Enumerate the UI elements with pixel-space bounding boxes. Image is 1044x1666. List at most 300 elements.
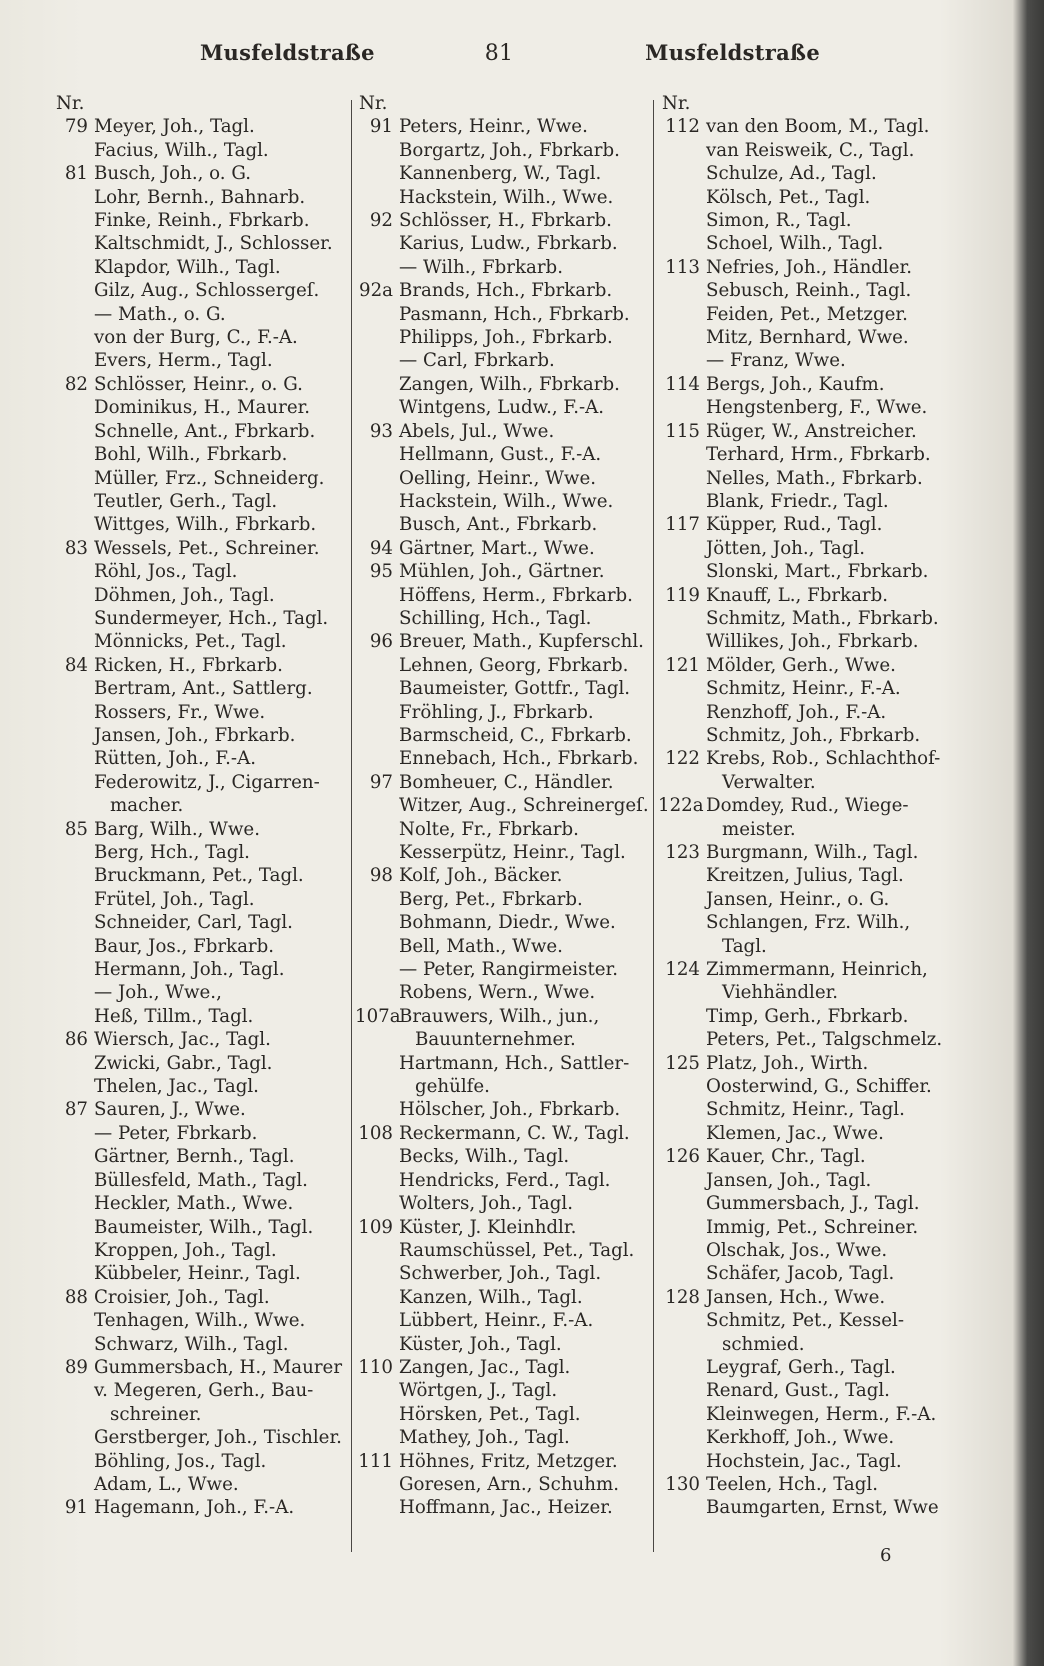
house-number: 94: [369, 537, 393, 559]
directory-entry: [52, 911, 342, 934]
directory-entry: [355, 162, 655, 185]
resident-entry: Teelen, Hch., Tagl.: [706, 1473, 879, 1495]
directory-entry: [658, 1098, 958, 1121]
directory-entry: [52, 630, 342, 653]
resident-entry: Schneider, Carl, Tagl.: [94, 912, 293, 934]
resident-entry: Kübbeler, Heinr., Tagl.: [94, 1263, 301, 1285]
directory-entry: [658, 467, 958, 490]
resident-entry: Borgartz, Joh., Fbrkarb.: [399, 139, 620, 161]
resident-entry: Zimmermann, Heinrich,: [706, 959, 928, 981]
directory-entry: [355, 303, 655, 326]
house-number: 111: [358, 1450, 393, 1472]
resident-entry: Verwalter.: [722, 771, 816, 793]
house-number: [658, 443, 706, 466]
directory-entry: [355, 139, 655, 162]
house-number: [52, 841, 94, 864]
house-number: [355, 747, 399, 770]
directory-entry: [658, 256, 958, 279]
resident-entry: — Wilh., Fbrkarb.: [399, 256, 563, 278]
house-number: [658, 1309, 706, 1332]
house-number: [52, 1075, 94, 1098]
house-number: 113: [665, 256, 700, 278]
house-number: [52, 584, 94, 607]
house-number: [658, 1192, 706, 1215]
resident-entry: Döhmen, Joh., Tagl.: [94, 584, 275, 606]
house-number: [52, 513, 94, 536]
resident-entry: Schlangen, Frz. Wilh.,: [706, 912, 911, 934]
house-number: [355, 1239, 399, 1262]
house-number: [658, 1403, 706, 1426]
house-number: [52, 607, 94, 630]
directory-entry: [52, 279, 342, 302]
directory-entry: [658, 1309, 958, 1332]
resident-entry: Kerkhoff, Joh., Wwe.: [706, 1427, 895, 1449]
house-number: [52, 256, 94, 279]
page-number: 81: [484, 41, 514, 66]
resident-entry: Peters, Pet., Talgschmelz.: [706, 1029, 943, 1051]
resident-entry: Brauwers, Wilh., jun.,: [399, 1005, 600, 1027]
resident-entry: Gummersbach, H., Maurer: [94, 1356, 343, 1378]
directory-entry: [658, 911, 958, 934]
house-number: 117: [665, 514, 700, 536]
resident-entry: Platz, Joh., Wirth.: [706, 1052, 869, 1074]
resident-entry: Schoel, Wilh., Tagl.: [706, 233, 884, 255]
house-number: [52, 1309, 94, 1332]
house-number: [355, 186, 399, 209]
resident-entry: Rüger, W., Anstreicher.: [706, 420, 917, 442]
directory-entry: [355, 1403, 655, 1426]
house-number: 110: [358, 1356, 393, 1378]
resident-entry: Leygraf, Gerh., Tagl.: [706, 1356, 896, 1378]
directory-entry: [52, 677, 342, 700]
directory-entry: [355, 1309, 655, 1332]
directory-entry: [355, 467, 655, 490]
house-number: 124: [665, 959, 700, 981]
resident-entry: Immig, Pet., Schreiner.: [706, 1216, 919, 1238]
house-number: [658, 326, 706, 349]
directory-entry: [355, 560, 655, 583]
directory-entry: [658, 1169, 958, 1192]
column-2: [355, 92, 655, 1520]
resident-entry: Brands, Hch., Fbrkarb.: [399, 280, 613, 302]
resident-entry: Hagemann, Joh., F.-A.: [94, 1497, 295, 1519]
directory-entry: [52, 303, 342, 326]
resident-entry: Berg, Pet., Fbrkarb.: [399, 888, 583, 910]
directory-entry: [355, 1426, 655, 1449]
resident-entry: Blank, Friedr., Tagl.: [706, 490, 889, 512]
left-running-title: Musfeldstraße: [200, 40, 375, 65]
resident-entry: Kreitzen, Julius, Tagl.: [706, 865, 904, 887]
resident-entry: Nefries, Joh., Händler.: [706, 256, 912, 278]
resident-entry: Hölscher, Joh., Fbrkarb.: [399, 1099, 621, 1121]
directory-entry: [52, 818, 342, 841]
directory-entry: [52, 654, 342, 677]
resident-entry: Klemen, Jac., Wwe.: [706, 1122, 884, 1144]
house-number: [355, 724, 399, 747]
resident-entry: — Joh., Wwe.,: [94, 982, 222, 1004]
house-number: [658, 490, 706, 513]
house-number: 108: [358, 1122, 393, 1144]
directory-entry: [658, 958, 958, 981]
house-number: [52, 1403, 94, 1426]
house-number: [52, 490, 94, 513]
directory-entry: [52, 607, 342, 630]
directory-entry: [355, 1052, 655, 1075]
house-number: [52, 1239, 94, 1262]
house-number: [355, 1169, 399, 1192]
directory-entry: [355, 981, 655, 1004]
resident-entry: Wörtgen, J., Tagl.: [399, 1380, 558, 1402]
directory-entry: [52, 1309, 342, 1332]
resident-entry: Gilz, Aug., Schlossergeſ.: [94, 280, 320, 302]
directory-entry: [658, 677, 958, 700]
house-number: 109: [358, 1216, 393, 1238]
resident-entry: Evers, Herm., Tagl.: [94, 350, 273, 372]
directory-entry: [355, 1333, 655, 1356]
resident-entry: Schlösser, H., Fbrkarb.: [399, 210, 612, 232]
house-number: [52, 443, 94, 466]
house-number: [52, 1169, 94, 1192]
resident-entry: Hartmann, Hch., Sattler-: [399, 1052, 630, 1074]
directory-entry: [658, 841, 958, 864]
house-number: [52, 1379, 94, 1402]
directory-entry: [52, 701, 342, 724]
house-number: [52, 1262, 94, 1285]
resident-entry: Zangen, Wilh., Fbrkarb.: [399, 373, 620, 395]
resident-entry: Hörsken, Pet., Tagl.: [399, 1403, 581, 1425]
printer-signature: 6: [880, 1545, 892, 1566]
directory-entry: [355, 1356, 655, 1379]
directory-entry: [52, 537, 342, 560]
house-number: 92: [369, 210, 393, 232]
house-number: [355, 701, 399, 724]
directory-entry: [52, 1239, 342, 1262]
directory-entry: [52, 1098, 342, 1121]
directory-entry: [52, 1450, 342, 1473]
directory-entry: [52, 888, 342, 911]
resident-entry: Timp, Gerh., Fbrkarb.: [706, 1005, 909, 1027]
house-number: [658, 162, 706, 185]
entry-continuation: [658, 935, 958, 958]
directory-entry: [658, 701, 958, 724]
directory-entry: [355, 1239, 655, 1262]
directory-entry: [658, 724, 958, 747]
directory-entry: [355, 232, 655, 255]
house-number: 86: [64, 1029, 88, 1051]
entry-continuation: [658, 981, 958, 1004]
resident-entry: Bohl, Wilh., Fbrkarb.: [94, 444, 288, 466]
house-number: [658, 1426, 706, 1449]
resident-entry: Hoffmann, Jac., Heizer.: [399, 1497, 613, 1519]
directory-entry: [658, 490, 958, 513]
house-number: 83: [64, 537, 88, 559]
resident-entry: Ricken, H., Fbrkarb.: [94, 654, 283, 676]
directory-entry: [658, 1262, 958, 1285]
resident-entry: Heckler, Math., Wwe.: [94, 1193, 294, 1215]
directory-entry: [52, 1005, 342, 1028]
house-number: [355, 958, 399, 981]
directory-entry: [658, 630, 958, 653]
resident-entry: Busch, Joh., o. G.: [94, 163, 252, 185]
directory-entry: [355, 1286, 655, 1309]
house-number: 87: [64, 1099, 88, 1121]
resident-entry: Jansen, Heinr., o. G.: [706, 888, 890, 910]
directory-entry: [658, 349, 958, 372]
resident-entry: Küster, J. Kleinhdlr.: [399, 1216, 577, 1238]
house-number: [658, 232, 706, 255]
directory-entry: [52, 560, 342, 583]
resident-entry: Sundermeyer, Hch., Tagl.: [94, 607, 329, 629]
house-number: [658, 911, 706, 934]
resident-entry: Kleinwegen, Herm., F.-A.: [706, 1403, 937, 1425]
house-number: [52, 1192, 94, 1215]
resident-entry: Berg, Hch., Tagl.: [94, 842, 250, 863]
resident-entry: Tenhagen, Wilh., Wwe.: [94, 1310, 306, 1332]
resident-entry: Bauunternehmer.: [415, 1029, 576, 1051]
directory-entry: [658, 584, 958, 607]
column-heading: Nr.: [662, 93, 691, 114]
house-number: [52, 279, 94, 302]
house-number: [52, 794, 94, 817]
resident-entry: Viehhändler.: [722, 982, 839, 1004]
directory-entry: [52, 490, 342, 513]
resident-entry: Feiden, Pet., Metzger.: [706, 303, 908, 325]
directory-entry: [658, 1239, 958, 1262]
house-number: [658, 1333, 706, 1356]
house-number: [52, 1052, 94, 1075]
resident-entry: Küpper, Rud., Tagl.: [706, 514, 883, 536]
directory-entry: [658, 1496, 958, 1519]
house-number: 84: [64, 654, 88, 676]
house-number: 130: [665, 1473, 700, 1495]
directory-entry: [658, 1052, 958, 1075]
resident-entry: Kesserpütz, Heinr., Tagl.: [399, 842, 626, 863]
resident-entry: Teutler, Gerh., Tagl.: [94, 490, 278, 512]
directory-entry: [658, 654, 958, 677]
resident-entry: Gummersbach, J., Tagl.: [706, 1193, 920, 1215]
resident-entry: Goresen, Arn., Schuhm.: [399, 1473, 620, 1495]
house-number: 125: [665, 1052, 700, 1074]
resident-entry: schreiner.: [110, 1403, 202, 1425]
directory-entry: [355, 888, 655, 911]
resident-entry: Schwarz, Wilh., Tagl.: [94, 1333, 289, 1355]
resident-entry: Klapdor, Wilh., Tagl.: [94, 256, 281, 278]
resident-entry: Becks, Wilh., Tagl.: [399, 1146, 570, 1168]
resident-entry: Hackstein, Wilh., Wwe.: [399, 490, 614, 512]
directory-entry: [355, 607, 655, 630]
directory-entry: [52, 1075, 342, 1098]
house-number: [52, 677, 94, 700]
resident-entry: Facius, Wilh., Tagl.: [94, 139, 269, 161]
resident-entry: Kannenberg, W., Tagl.: [399, 163, 602, 185]
house-number: [658, 607, 706, 630]
house-number: [52, 864, 94, 887]
resident-entry: Schäfer, Jacob, Tagl.: [706, 1263, 895, 1285]
house-number: 115: [665, 420, 700, 442]
house-number: [658, 1239, 706, 1262]
directory-entry: [52, 1169, 342, 1192]
resident-entry: Mathey, Joh., Tagl.: [399, 1427, 570, 1449]
entry-continuation: [658, 771, 958, 794]
resident-entry: Jötten, Joh., Tagl.: [706, 537, 865, 559]
resident-entry: Renzhoff, Joh., F.-A.: [706, 701, 887, 723]
directory-entry: [52, 396, 342, 419]
directory-entry: [52, 1028, 342, 1051]
resident-entry: Croisier, Joh., Tagl.: [94, 1286, 270, 1308]
resident-entry: Mölder, Gerh., Wwe.: [706, 654, 896, 676]
directory-entry: [355, 396, 655, 419]
directory-entry: [658, 186, 958, 209]
house-number: [355, 303, 399, 326]
resident-entry: Burgmann, Wilh., Tagl.: [706, 842, 919, 863]
resident-entry: Sebusch, Reinh., Tagl.: [706, 280, 912, 302]
resident-entry: Renard, Gust., Tagl.: [706, 1380, 890, 1402]
house-number: [658, 1356, 706, 1379]
directory-entry: [52, 935, 342, 958]
house-number: [355, 396, 399, 419]
house-number: [658, 1450, 706, 1473]
directory-entry: [355, 794, 655, 817]
directory-entry: [355, 1122, 655, 1145]
column-divider-1: [351, 100, 352, 1552]
house-number: [658, 818, 706, 841]
directory-entry: [658, 1216, 958, 1239]
resident-entry: Mönnicks, Pet., Tagl.: [94, 631, 287, 653]
directory-entry: [52, 162, 342, 185]
house-number: [355, 1075, 399, 1098]
directory-entry: [355, 1379, 655, 1402]
directory-entry: [355, 1145, 655, 1168]
column-1: [52, 92, 342, 1520]
house-number: [355, 818, 399, 841]
house-number: [355, 654, 399, 677]
right-running-title: Musfeldstraße: [645, 40, 820, 65]
house-number: [355, 1333, 399, 1356]
resident-entry: Schmitz, Joh., Fbrkarb.: [706, 724, 921, 746]
house-number: [658, 537, 706, 560]
house-number: [52, 232, 94, 255]
resident-entry: Schwerber, Joh., Tagl.: [399, 1263, 602, 1285]
resident-entry: Zangen, Jac., Tagl.: [399, 1356, 571, 1378]
directory-entry: [355, 677, 655, 700]
house-number: [52, 326, 94, 349]
directory-entry: [52, 747, 342, 770]
house-number: [355, 373, 399, 396]
directory-entry: [355, 115, 655, 138]
directory-entry: [355, 513, 655, 536]
resident-entry: von der Burg, C., F.-A.: [94, 327, 298, 349]
house-number: [658, 1379, 706, 1402]
resident-entry: Lehnen, Georg, Fbrkarb.: [399, 654, 629, 676]
resident-entry: Nelles, Math., Fbrkarb.: [706, 467, 923, 489]
resident-entry: Kolf, Joh., Bäcker.: [399, 865, 563, 887]
house-number: 93: [369, 420, 393, 442]
directory-entry: [52, 981, 342, 1004]
directory-entry: [52, 864, 342, 887]
house-number: [658, 981, 706, 1004]
directory-entry: [658, 1403, 958, 1426]
directory-entry: [52, 326, 342, 349]
directory-entry: [658, 326, 958, 349]
directory-entry: [52, 1473, 342, 1496]
house-number: [658, 677, 706, 700]
resident-entry: Witzer, Aug., Schreinergeſ.: [399, 795, 649, 817]
directory-entry: [658, 747, 958, 770]
resident-entry: Höhnes, Fritz, Metzger.: [399, 1450, 618, 1472]
house-number: 96: [369, 631, 393, 653]
resident-entry: Bergs, Joh., Kaufm.: [706, 373, 885, 395]
resident-entry: Rütten, Joh., F.-A.: [94, 748, 256, 770]
directory-entry: [658, 1356, 958, 1379]
house-number: [52, 467, 94, 490]
house-number: [52, 209, 94, 232]
resident-entry: Schmitz, Heinr., Tagl.: [706, 1099, 905, 1121]
directory-entry: [355, 1450, 655, 1473]
house-number: [52, 396, 94, 419]
resident-entry: Müller, Frz., Schneiderg.: [94, 467, 325, 489]
house-number: [658, 279, 706, 302]
directory-entry: [52, 584, 342, 607]
directory-entry: [658, 1192, 958, 1215]
directory-entry: [355, 537, 655, 560]
resident-entry: Schulze, Ad., Tagl.: [706, 163, 877, 185]
house-number: [355, 232, 399, 255]
resident-entry: Höffens, Herm., Fbrkarb.: [399, 584, 633, 606]
directory-entry: [658, 1426, 958, 1449]
house-number: [355, 1473, 399, 1496]
house-number: [52, 303, 94, 326]
column-3: [658, 92, 958, 1520]
directory-entry: [355, 279, 655, 302]
resident-entry: Breuer, Math., Kupferschl.: [399, 631, 644, 653]
resident-entry: Bell, Math., Wwe.: [399, 935, 563, 957]
resident-entry: meister.: [722, 818, 796, 840]
directory-entry: [355, 818, 655, 841]
resident-entry: Sauren, J., Wwe.: [94, 1099, 246, 1121]
house-number: [355, 349, 399, 372]
resident-entry: Schnelle, Ant., Fbrkarb.: [94, 420, 316, 442]
house-number: [52, 1450, 94, 1473]
house-number: [355, 794, 399, 817]
resident-entry: — Math., o. G.: [94, 303, 226, 325]
entry-continuation: [658, 818, 958, 841]
resident-entry: Schilling, Hch., Tagl.: [399, 607, 592, 629]
house-number: [658, 1005, 706, 1028]
directory-entry: [355, 1192, 655, 1215]
directory-entry: [658, 1286, 958, 1309]
house-number: [658, 771, 706, 794]
directory-entry: [52, 513, 342, 536]
house-number: [658, 701, 706, 724]
house-number: [658, 467, 706, 490]
house-number: 112: [665, 116, 700, 138]
resident-entry: Reckermann, C. W., Tagl.: [399, 1122, 630, 1144]
resident-entry: Oosterwind, G., Schiffer.: [706, 1076, 932, 1098]
house-number: [658, 630, 706, 653]
resident-entry: Röhl, Jos., Tagl.: [94, 561, 238, 583]
house-number: 123: [665, 842, 700, 863]
resident-entry: Raumschüssel, Pet., Tagl.: [399, 1239, 635, 1261]
resident-entry: Bomheuer, C., Händler.: [399, 771, 614, 793]
directory-entry: [355, 186, 655, 209]
resident-entry: Wolters, Joh., Tagl.: [399, 1193, 573, 1215]
house-number: 88: [64, 1286, 88, 1308]
house-number: [355, 1028, 399, 1051]
directory-entry: [658, 232, 958, 255]
house-number: 97: [369, 771, 393, 793]
resident-entry: Meyer, Joh., Tagl.: [94, 116, 255, 138]
house-number: [52, 186, 94, 209]
